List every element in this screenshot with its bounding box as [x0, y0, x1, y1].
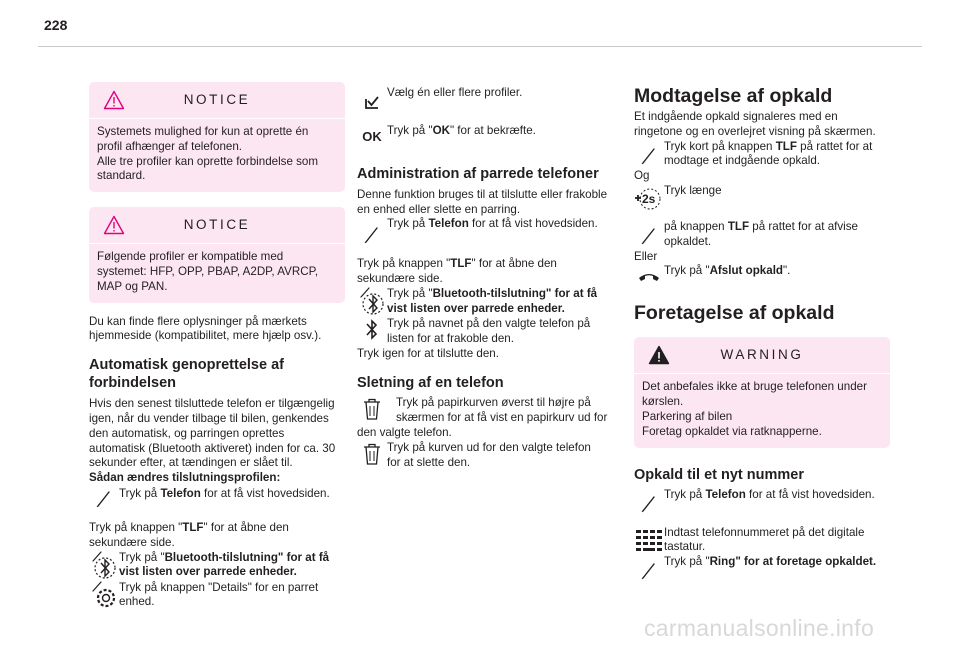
trash-icon — [363, 398, 381, 420]
ok-icon: OK — [362, 129, 382, 144]
select-profiles: Vælg én eller flere profiler. — [357, 86, 613, 110]
title-receive-call: Modtagelse af opkald — [634, 85, 833, 107]
warning-triangle-icon — [103, 90, 125, 110]
paired-step-phone: Tryk på Telefon for at få vist hovedsiden. — [357, 217, 613, 245]
warning-line: Foretag opkaldet via ratknapperne. — [642, 424, 822, 438]
step-bluetooth: Tryk på "Bluetooth-tilslutning" for at få vist listen over parrede enheder. — [89, 551, 345, 581]
pen-icon — [362, 223, 382, 245]
column-2 — [357, 86, 613, 470]
step-phone: Tryk på Telefon for at få vist hovedsiden. — [89, 487, 345, 509]
receive-short-press: Tryk kort på knappen TLF på rattet for at modtage et indgående opkald. — [634, 140, 890, 170]
notice-box-2 — [89, 207, 345, 302]
title-make-call: Foretagelse af opkald — [634, 302, 835, 325]
bluetooth-touch-icon — [90, 551, 118, 581]
hang-up-icon — [637, 270, 661, 284]
paired-step-disconnect: Tryk på navnet på den valgte telefon på listen for at frakoble den. — [357, 317, 613, 347]
delete-step-2: Tryk på kurven ud for den valgte telefon for at slette den. — [357, 441, 613, 471]
settings-icon — [90, 581, 118, 611]
notice-line: Alle tre profiler kan oprette forbindelse som — [97, 154, 319, 168]
warning-line: Det anbefales ikke at bruge telefonen under — [642, 380, 867, 394]
header-rule — [38, 46, 922, 47]
pen-icon — [639, 492, 659, 514]
watermark: carmanualsonline.info — [644, 615, 875, 641]
delete-step-1: Tryk på papirkurven øverst til højre på skærmen for at få vist en papirkurv ud for den valgte telefon. — [357, 396, 608, 439]
end-call: Tryk på "Afslut opkald". — [634, 264, 890, 284]
intro-paragraph: Du kan finde flere oplysninger på mærkets hjemmeside (kompatibilitet, mere hjælp osv.). — [89, 314, 322, 343]
warning-line: kørslen. — [642, 395, 684, 409]
paired-step-tlf: Tryk på knappen "TLF" for at åbne den sekundære side. — [357, 257, 557, 286]
paired-step-reconnect: Tryk igen for at tilslutte den. — [357, 346, 499, 360]
long-press-2s-icon — [634, 184, 664, 210]
bluetooth-touch-icon — [358, 287, 386, 317]
notice-line: MAP og PAN. — [97, 279, 168, 293]
warning-filled-icon — [648, 345, 670, 365]
section-title-paired: Administration af parrede telefoner — [357, 165, 599, 182]
column-3 — [634, 84, 890, 581]
confirm-ok: OK Tryk på "OK" for at bekræfte. — [362, 124, 536, 144]
warning-title: WARNING — [720, 346, 804, 362]
notice-line: profil afhænger af telefonen. — [97, 139, 243, 153]
checkbox-icon — [364, 94, 380, 110]
subheading: Sådan ændres tilslutningsprofilen: — [89, 471, 281, 485]
pen-icon — [639, 224, 659, 246]
paired-step-bluetooth: Tryk på "Bluetooth-tilslutning" for at få vist listen over parrede enheder. — [357, 287, 613, 317]
paired-body: Denne funktion bruges til at tilslutte eller frakoble en enhed eller slette en parring. — [357, 187, 608, 216]
page-number: 228 — [44, 17, 68, 33]
new-number-step-3: Tryk på "Ring" for at foretage opkaldet. — [634, 555, 890, 581]
reconnect-body: Hvis den senest tilsluttede telefon er tilgængelig igen, når du vender tilbage til bilen, genkendes den automatisk, og parringen oprettes automatisk (Bluetooth aktiveret) inden for ca. 30 sekunder efter, at tændingen er slået til. Sådan ændres tilslutningsprofilen: — [89, 397, 336, 485]
label-og: Og — [634, 169, 650, 183]
notice-line: standard. — [97, 169, 146, 183]
notice-box-1 — [89, 82, 345, 192]
step-details: Tryk på knappen "Details" for en parret enhed. — [89, 581, 345, 611]
trash-icon — [363, 443, 381, 465]
receive-intro: Et indgående opkald signaleres med en ringetone og en overlejret visning på skærmen. — [634, 110, 876, 138]
new-number-step-1: Tryk på Telefon for at få vist hovedsiden. — [634, 488, 890, 514]
pen-icon — [639, 559, 659, 581]
svg-text:2s: 2s — [642, 191, 656, 206]
notice-line: Systemets mulighed for kun at oprette én — [97, 125, 309, 138]
notice-title: NOTICE — [183, 216, 251, 232]
notice-title: NOTICE — [183, 91, 251, 107]
section-title-delete: Sletning af en telefon — [357, 375, 504, 392]
pen-icon — [639, 144, 659, 166]
bluetooth-icon — [364, 317, 380, 343]
notice-line: Følgende profiler er kompatible med — [97, 250, 284, 264]
section-title-new-number: Opkald til et nyt nummer — [634, 466, 804, 483]
receive-long-press: 2s Tryk længe — [634, 184, 890, 210]
section-title-reconnect: Automatisk genoprettelse af forbindelsen — [89, 357, 284, 392]
column-1 — [89, 82, 345, 611]
warning-box — [634, 337, 890, 447]
keypad-icon — [636, 530, 662, 552]
step-tlf: Tryk på knappen "TLF" for at åbne den sekundære side. — [89, 520, 289, 549]
new-number-step-2: Indtast telefonnummeret på det digitale tastatur. — [634, 526, 890, 556]
notice-line: systemet: HFP, OPP, PBAP, A2DP, AVRCP, — [97, 264, 319, 278]
warning-line: Parkering af bilen — [642, 409, 733, 423]
warning-triangle-icon — [103, 215, 125, 235]
pen-icon — [94, 487, 114, 509]
label-eller: Eller — [634, 249, 658, 263]
reject-call: på knappen TLF på rattet for at afvise opkaldet. — [634, 220, 890, 250]
